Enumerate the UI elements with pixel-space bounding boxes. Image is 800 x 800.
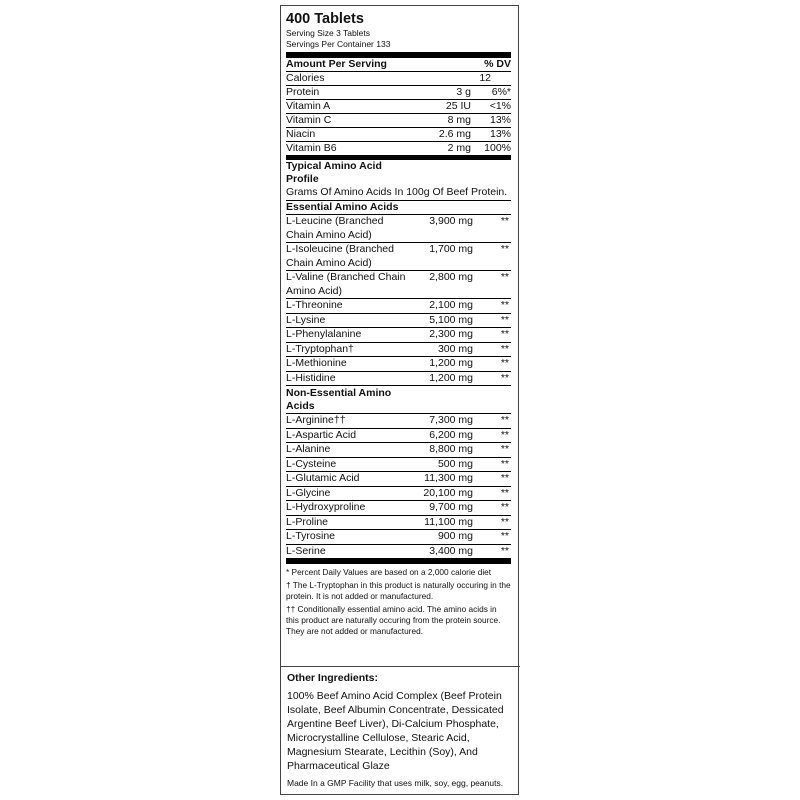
amino-acid-amount: 1,200 mg <box>429 371 473 384</box>
servings-per-container: Servings Per Container 133 <box>286 39 391 49</box>
amino-acid-row <box>286 443 511 458</box>
amino-acid-name: L-Hydroxyproline <box>286 501 366 513</box>
nutrient-name: Protein <box>286 86 320 98</box>
nutrient-row <box>286 128 511 142</box>
footnote-conditional: †† Conditionally essential amino acid. The amino acids in this product are naturally occuring from the protein source. They are not added or manufactured. <box>286 604 501 636</box>
amino-acid-amount: 11,300 mg <box>424 472 473 484</box>
nutrient-amount: 12 <box>479 72 491 84</box>
divider-heavy <box>286 559 511 564</box>
amino-acid-name: L-Serine <box>286 544 326 557</box>
nutrient-row <box>286 114 511 128</box>
amino-acid-row <box>286 314 511 329</box>
facts-panel <box>286 11 511 639</box>
amino-acid-name: L-Glutamic Acid <box>286 472 360 484</box>
amino-acid-name: L-Glycine <box>286 486 331 499</box>
amino-acid-row <box>286 372 511 387</box>
amino-acid-row <box>286 271 511 299</box>
amino-acid-name: L-Valine (Branched Chain Amino Acid) <box>286 271 406 297</box>
amino-acid-name: L-Methionine <box>286 357 347 369</box>
amino-acid-dv: ** <box>500 472 509 484</box>
nutrient-amount: 25 IU <box>445 100 471 112</box>
serving-size: Serving Size 3 Tablets <box>286 28 370 38</box>
nutrient-row <box>286 86 511 100</box>
amino-acid-amount: 2,100 mg <box>429 299 473 311</box>
amino-acid-name: L-Lysine <box>286 313 326 326</box>
nonessential-rows <box>286 414 511 559</box>
amino-acid-name: L-Tyrosine <box>286 530 336 542</box>
amino-acid-amount: 1,200 mg <box>429 357 473 369</box>
nutrient-amount: 2 mg <box>447 142 471 154</box>
nutrient-rows <box>286 72 511 156</box>
amino-acid-amount: 8,800 mg <box>429 443 473 455</box>
amino-acid-dv: ** <box>500 486 509 499</box>
essential-title: Essential Amino Acids <box>286 201 399 213</box>
product-title: 400 Tablets <box>286 11 364 27</box>
amino-acid-name: L-Histidine <box>286 371 336 384</box>
amino-acid-dv: ** <box>500 457 509 470</box>
amino-acid-row <box>286 357 511 372</box>
amino-acid-name: L-Isoleucine (Branched Chain Amino Acid) <box>286 243 394 269</box>
amino-acid-row <box>286 343 511 358</box>
amino-acid-amount: 900 mg <box>437 530 473 542</box>
essential-title-row <box>286 201 511 215</box>
other-ingredients-title: Other Ingredients: <box>287 672 379 684</box>
footnote-dv: * Percent Daily Values are based on a 2,000 calorie diet <box>286 567 492 577</box>
amino-acid-name: L-Proline <box>286 515 329 528</box>
nutrient-row <box>286 100 511 114</box>
amino-acid-name: L-Arginine†† <box>286 414 346 426</box>
amino-acid-amount: 9,700 mg <box>429 501 473 513</box>
amino-acid-dv: ** <box>500 443 509 455</box>
nutrient-name: Vitamin B6 <box>286 142 337 154</box>
nutrients-header <box>286 58 511 72</box>
amino-acid-row <box>286 429 511 444</box>
amino-acid-dv: ** <box>500 501 509 513</box>
amino-acid-amount: 2,300 mg <box>429 328 473 340</box>
nutrient-row <box>286 142 511 156</box>
amino-acid-amount: 300 mg <box>437 342 473 355</box>
nutrient-name: Vitamin C <box>286 114 332 126</box>
nutrient-name: Niacin <box>286 128 316 140</box>
amino-acid-name: L-Cysteine <box>286 457 337 470</box>
nutrient-name: Vitamin A <box>286 100 331 112</box>
amino-acid-dv: ** <box>500 271 509 283</box>
amino-acid-name: L-Alanine <box>286 443 331 455</box>
amino-acid-amount: 2,800 mg <box>429 271 473 283</box>
essential-rows <box>286 215 511 386</box>
amino-acid-row <box>286 472 511 487</box>
nutrient-row <box>286 72 511 86</box>
amino-acid-amount: 6,200 mg <box>429 428 473 441</box>
amount-per-serving-label: Amount Per Serving <box>286 58 387 70</box>
amino-acid-dv: ** <box>500 215 509 227</box>
amino-acid-row <box>286 328 511 343</box>
profile-description: Grams Of Amino Acids In 100g Of Beef Protein. <box>286 186 511 201</box>
amino-acid-row <box>286 487 511 502</box>
amino-acid-name: L-Phenylalanine <box>286 328 362 340</box>
amino-acid-row <box>286 530 511 545</box>
amino-acid-dv: ** <box>500 299 509 311</box>
amino-acid-dv: ** <box>500 414 509 426</box>
amino-acid-row <box>286 215 511 243</box>
amino-acid-name: L-Aspartic Acid <box>286 428 357 441</box>
amino-acid-row <box>286 243 511 271</box>
supplement-facts-label <box>280 5 519 795</box>
amino-acid-amount: 5,100 mg <box>429 313 473 326</box>
nutrient-amount: 2.6 mg <box>438 128 471 140</box>
dv-header: % DV <box>484 58 511 70</box>
nutrient-dv: 100% <box>484 142 511 154</box>
footnotes <box>286 567 511 637</box>
amino-acid-dv: ** <box>500 428 509 441</box>
other-ingredients-section <box>281 666 520 796</box>
amino-acid-dv: ** <box>500 328 509 340</box>
profile-title: Typical Amino Acid Profile <box>286 160 382 185</box>
nutrient-dv: 13% <box>489 114 511 126</box>
amino-acid-row <box>286 545 511 560</box>
amino-acid-dv: ** <box>500 313 509 326</box>
amino-acid-dv: ** <box>500 342 509 355</box>
amino-acid-dv: ** <box>500 357 509 369</box>
amino-acid-name: L-Leucine (Branched Chain Amino Acid) <box>286 215 384 241</box>
amino-acid-dv: ** <box>500 544 509 557</box>
footnote-tryptophan: † The L-Tryptophan in this product is naturally occuring in the protein. It is not added or manufactured. <box>286 580 511 601</box>
amino-acid-dv: ** <box>500 243 509 255</box>
other-ingredients-text: 100% Beef Amino Acid Complex (Beef Protein Isolate, Beef Albumin Concentrate, Dessicated Argentine Beef Liver), Di-Calcium Phosphate, Microcrystalline Cellulose, Stearic Acid, Magnesium Stearate, Lecithin (Soy), And Pharmaceutical Glaze <box>287 690 504 772</box>
gmp-facility-note: Made In a GMP Facility that uses milk, soy, egg, peanuts. <box>287 778 504 788</box>
amino-acid-amount: 7,300 mg <box>429 414 473 426</box>
amino-acid-amount: 1,700 mg <box>429 243 473 255</box>
amino-acid-amount: 3,400 mg <box>429 544 473 557</box>
amino-acid-dv: ** <box>500 530 509 542</box>
amino-acid-row <box>286 414 511 429</box>
nutrient-dv: 6%* <box>491 86 511 98</box>
amino-acid-name: L-Tryptophan† <box>286 342 354 355</box>
amino-acid-amount: 500 mg <box>437 457 473 470</box>
amino-acid-row <box>286 299 511 314</box>
nutrient-amount: 8 mg <box>447 114 471 126</box>
amino-acid-amount: 20,100 mg <box>423 486 473 499</box>
nutrient-amount: 3 g <box>456 86 471 98</box>
nonessential-title: Non-Essential Amino Acids <box>286 387 392 412</box>
amino-acid-dv: ** <box>500 515 509 528</box>
amino-acid-row <box>286 501 511 516</box>
amino-acid-amount: 11,100 mg <box>424 515 473 528</box>
nutrient-dv: 13% <box>489 128 511 140</box>
amino-acid-amount: 3,900 mg <box>429 215 473 227</box>
amino-acid-row <box>286 516 511 531</box>
nutrient-dv: <1% <box>489 100 511 112</box>
amino-acid-row <box>286 458 511 473</box>
nutrient-name: Calories <box>286 72 325 84</box>
amino-acid-dv: ** <box>500 371 509 384</box>
amino-acid-name: L-Threonine <box>286 299 343 311</box>
